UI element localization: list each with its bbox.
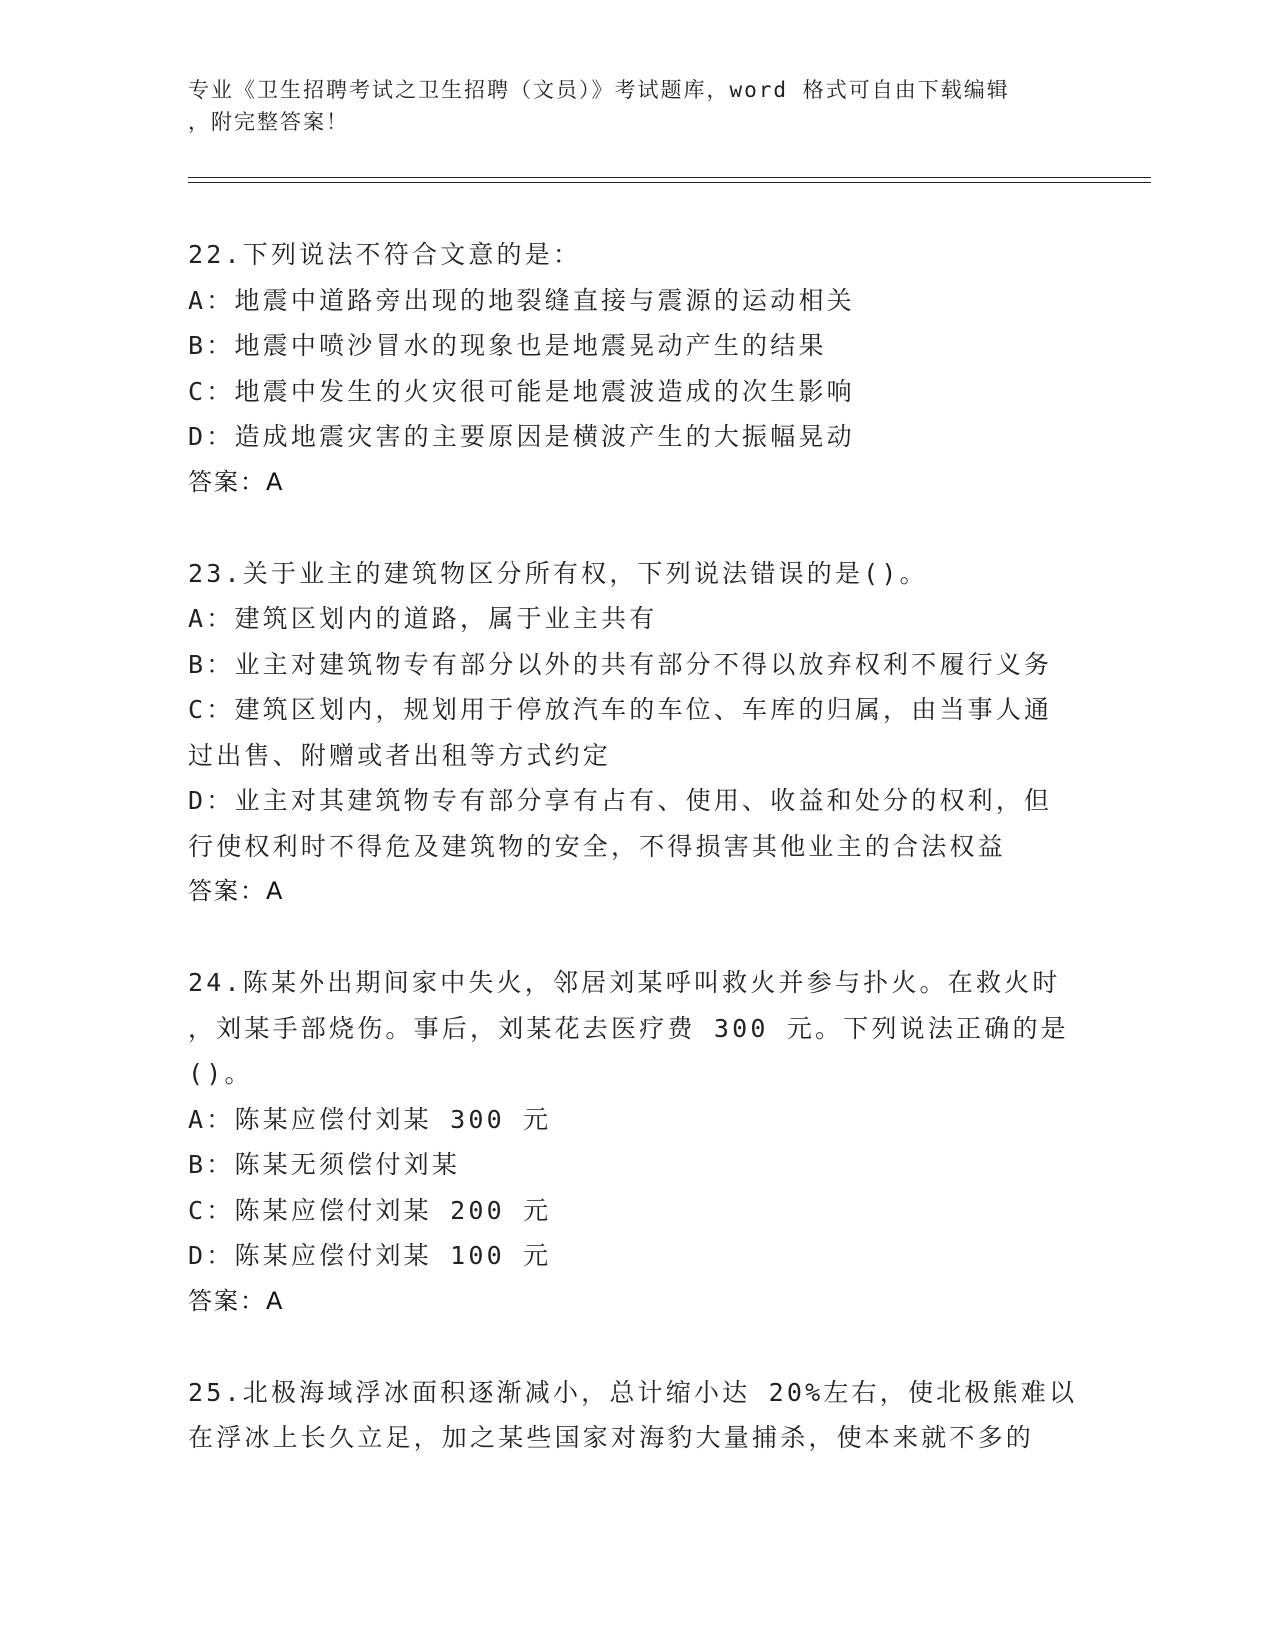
- option-line: A：陈某应偿付刘某 300 元: [188, 1104, 552, 1134]
- document-header: [188, 74, 1088, 138]
- question-stem-line: 25.北极海域浮冰面积逐渐减小，总计缩小达 20%左右，使北极熊难以: [188, 1377, 1078, 1407]
- question-stem-line: ()。: [188, 1059, 253, 1088]
- option-line: B：地震中喷沙冒水的现象也是地震晃动产生的结果: [188, 331, 827, 360]
- header-line-2: ，附完整答案！: [188, 110, 349, 134]
- question-block: [188, 232, 1088, 505]
- answer-label: 答案：: [188, 467, 266, 496]
- option-line: C：陈某应偿付刘某 200 元: [188, 1195, 552, 1225]
- question-stem-line: 24.陈某外出期间家中失火，邻居刘某呼叫救火并参与扑火。在救火时: [188, 968, 1061, 997]
- option-line: A：建筑区划内的道路，属于业主共有: [188, 604, 658, 633]
- answer-label: 答案：: [188, 1286, 266, 1315]
- option-line: D：业主对其建筑物专有部分享有占有、使用、收益和处分的权利，但: [188, 786, 1053, 815]
- question-stem-line: ，刘某手部烧伤。事后，刘某花去医疗费 300 元。下列说法正确的是: [188, 1013, 1069, 1043]
- option-line: D：造成地震灾害的主要原因是横波产生的大振幅晃动: [188, 422, 855, 451]
- option-line: B：陈某无须偿付刘某: [188, 1150, 461, 1179]
- question-list: [188, 232, 1088, 1461]
- answer-label: 答案：: [188, 877, 266, 905]
- option-line: 过出售、附赠或者出租等方式约定: [188, 740, 612, 770]
- header-divider-top: [188, 177, 1151, 178]
- question-stem-line: 在浮冰上长久立足，加之某些国家对海豹大量捕杀，使本来就不多的: [188, 1423, 1035, 1452]
- option-line: D：陈某应偿付刘某 100 元: [188, 1241, 552, 1270]
- option-line: A：地震中道路旁出现的地裂缝直接与震源的运动相关: [188, 285, 855, 315]
- header-divider-bottom: [188, 182, 1151, 183]
- answer-value: A: [266, 1286, 285, 1315]
- question-block: [188, 1370, 1088, 1461]
- option-line: C：地震中发生的火灾很可能是地震波造成的次生影响: [188, 376, 855, 406]
- question-block: [188, 551, 1088, 915]
- option-line: 行使权利时不得危及建筑物的安全，不得损害其他业主的合法权益: [188, 831, 1006, 861]
- answer-line: [188, 460, 1088, 506]
- answer-value: A: [266, 467, 285, 496]
- answer-value: A: [266, 877, 285, 905]
- header-line-1: 专业《卫生招聘考试之卫生招聘（文员）》考试题库，word 格式可自由下载编辑: [188, 78, 1010, 102]
- question-stem-line: 23.关于业主的建筑物区分所有权，下列说法错误的是()。: [188, 558, 928, 588]
- question-block: [188, 960, 1088, 1324]
- option-line: C：建筑区划内，规划用于停放汽车的车位、车库的归属，由当事人通: [188, 695, 1053, 724]
- option-line: B：业主对建筑物专有部分以外的共有部分不得以放弃权利不履行义务: [188, 649, 1053, 679]
- answer-line: [188, 869, 1088, 915]
- question-stem-line: 22.下列说法不符合文意的是：: [188, 240, 582, 269]
- answer-line: [188, 1279, 1088, 1325]
